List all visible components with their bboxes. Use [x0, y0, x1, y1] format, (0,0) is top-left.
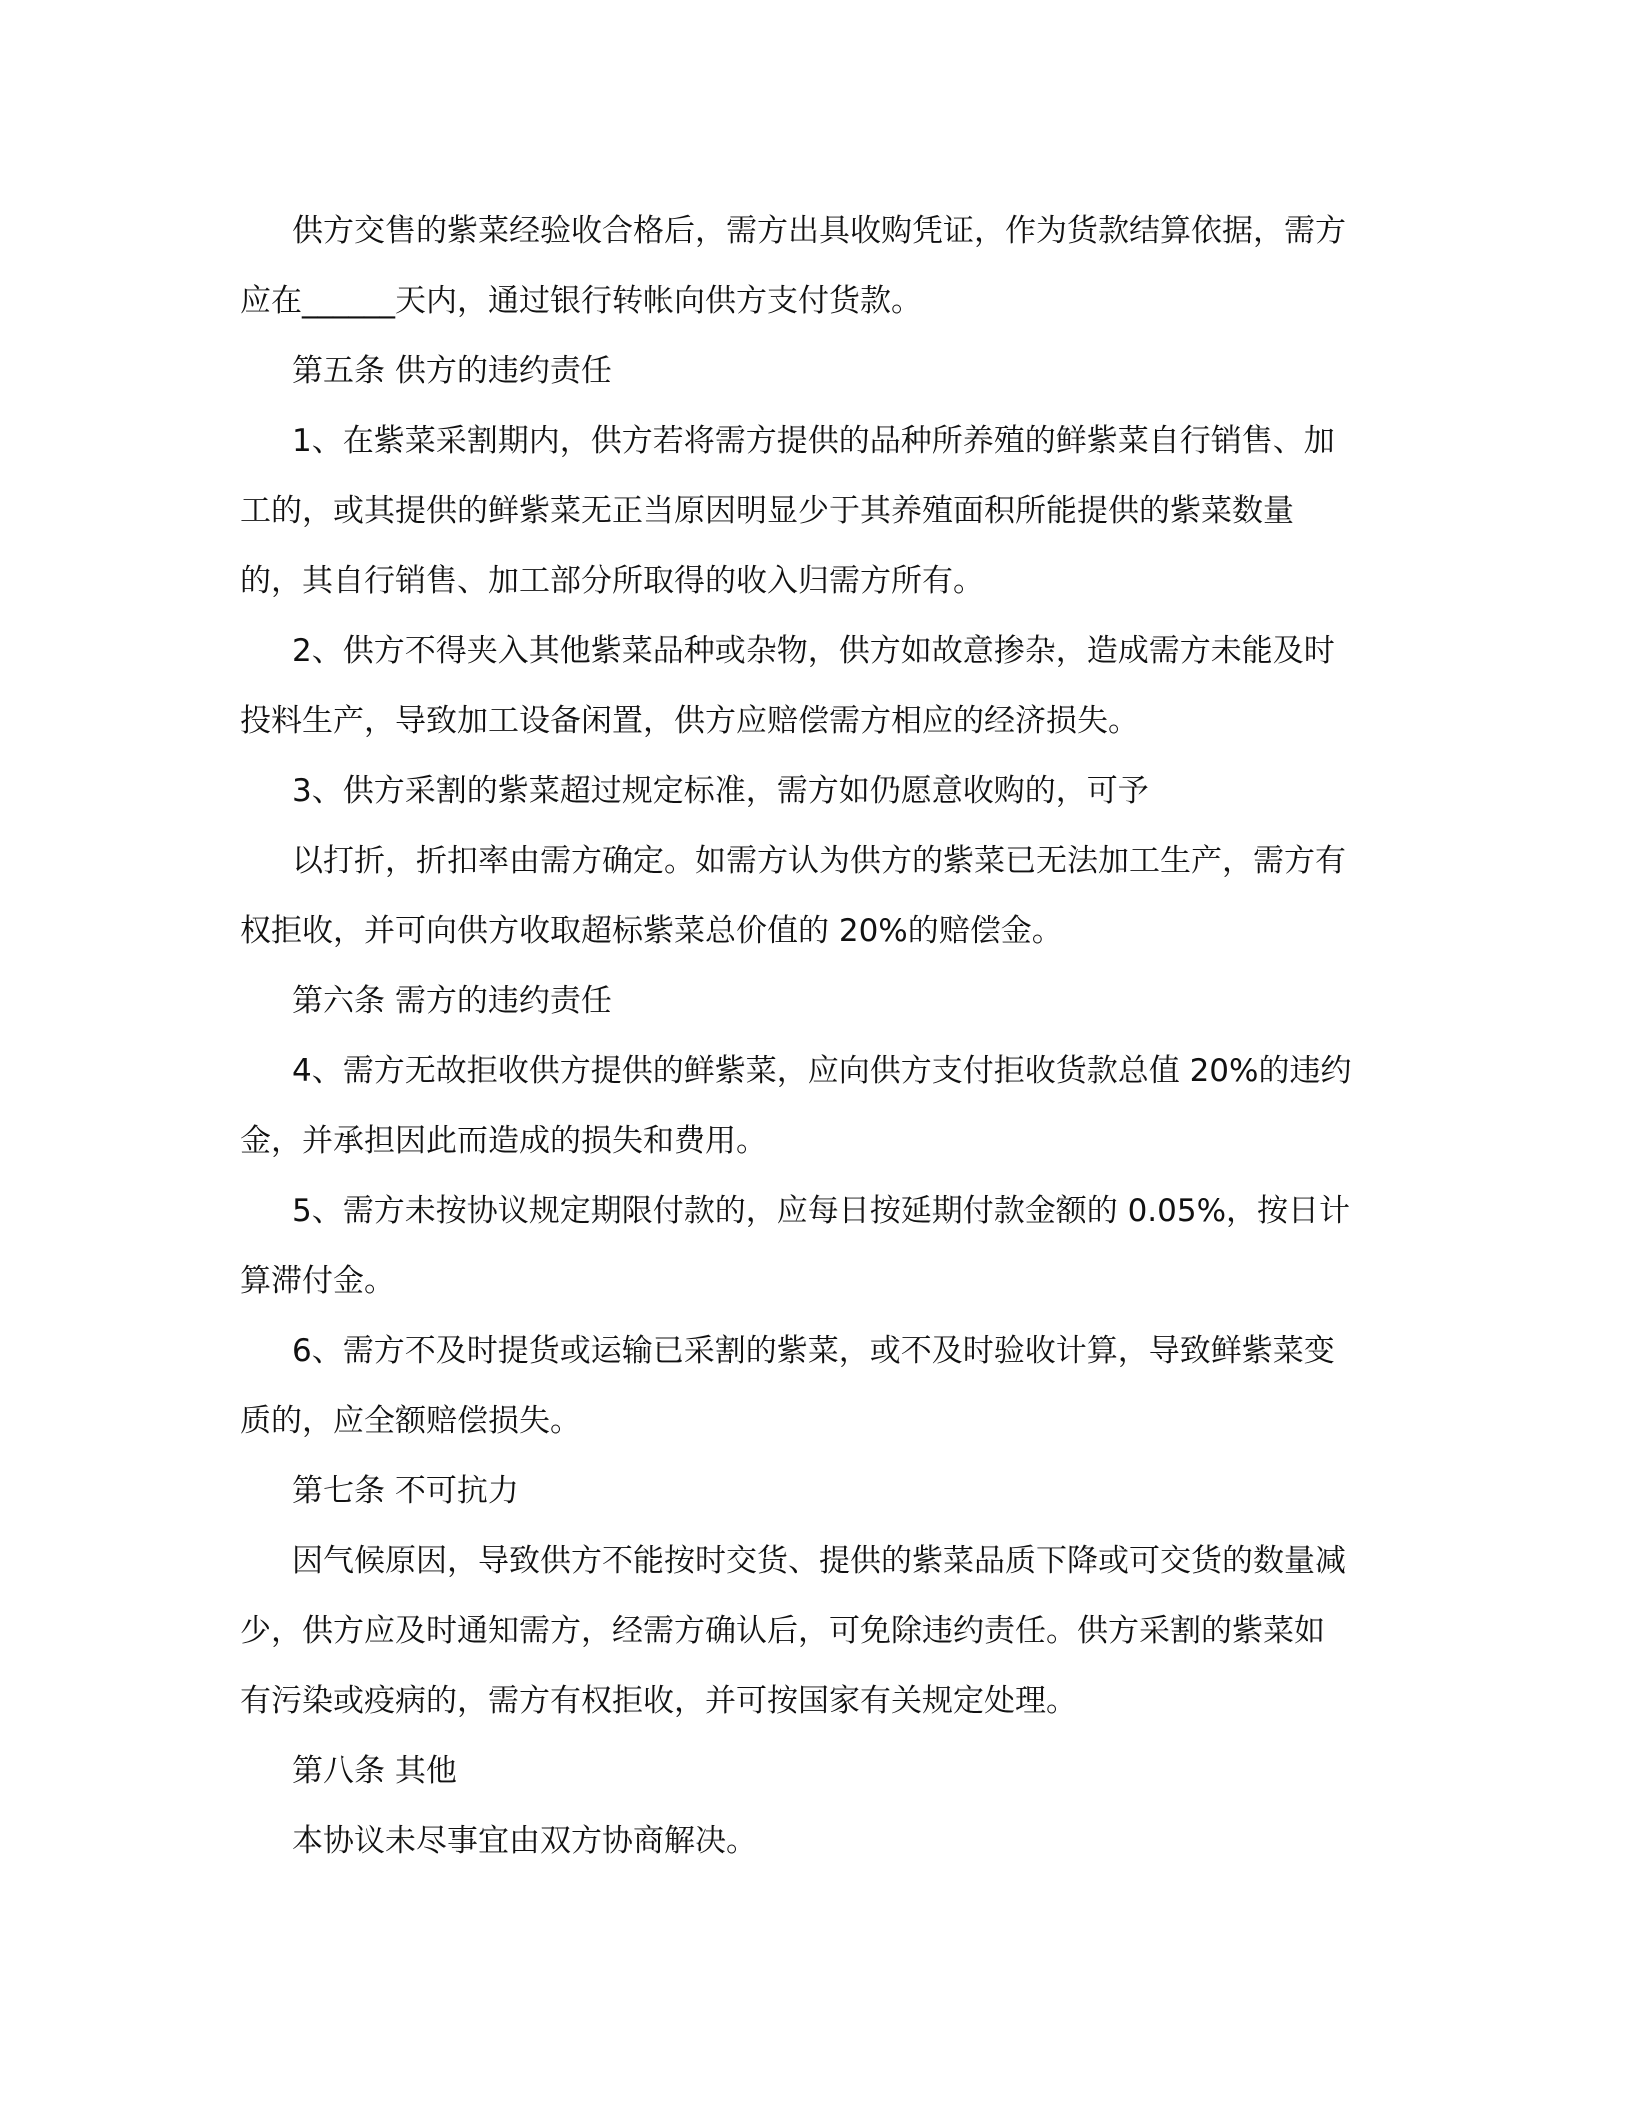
text-line: 的，其自行销售、加工部分所取得的收入归需方所有。	[240, 563, 984, 599]
section-heading: 第七条 不可抗力	[292, 1473, 519, 1509]
text-line: 5、需方未按协议规定期限付款的，应每日按延期付款金额的 0.05%，按日计	[292, 1193, 1351, 1229]
text-line: 权拒收，并可向供方收取超标紫菜总价值的 20%的赔偿金。	[240, 913, 1063, 949]
text-line: 质的，应全额赔偿损失。	[240, 1403, 581, 1439]
document-body	[240, 196, 1380, 1876]
text-line: 本协议未尽事宜由双方协商解决。	[292, 1823, 757, 1859]
text-line: 以打折，折扣率由需方确定。如需方认为供方的紫菜已无法加工生产，需方有	[292, 843, 1346, 879]
text-line: 少，供方应及时通知需方，经需方确认后，可免除违约责任。供方采割的紫菜如	[240, 1613, 1325, 1649]
text-line: 3、供方采割的紫菜超过规定标准，需方如仍愿意收购的，可予	[292, 773, 1149, 809]
text-line: 2、供方不得夹入其他紫菜品种或杂物，供方如故意掺杂，造成需方未能及时	[292, 633, 1335, 669]
text-line: 有污染或疫病的，需方有权拒收，并可按国家有关规定处理。	[240, 1683, 1077, 1719]
text-line: 金，并承担因此而造成的损失和费用。	[240, 1123, 767, 1159]
text-line: 工的，或其提供的鲜紫菜无正当原因明显少于其养殖面积所能提供的紫菜数量	[240, 493, 1294, 529]
text-line: 4、需方无故拒收供方提供的鲜紫菜，应向供方支付拒收货款总值 20%的违约	[292, 1053, 1352, 1089]
text-line: 应在______天内，通过银行转帐向供方支付货款。	[240, 283, 922, 319]
section-heading: 第八条 其他	[292, 1753, 457, 1789]
text-line: 6、需方不及时提货或运输已采割的紫菜，或不及时验收计算，导致鲜紫菜变	[292, 1333, 1335, 1369]
text-line: 因气候原因，导致供方不能按时交货、提供的紫菜品质下降或可交货的数量减	[292, 1543, 1346, 1579]
text-line: 供方交售的紫菜经验收合格后，需方出具收购凭证，作为货款结算依据，需方	[292, 213, 1346, 249]
text-line: 1、在紫菜采割期内，供方若将需方提供的品种所养殖的鲜紫菜自行销售、加	[292, 423, 1335, 459]
section-heading: 第六条 需方的违约责任	[292, 983, 612, 1019]
section-heading: 第五条 供方的违约责任	[292, 353, 612, 389]
text-line: 投料生产，导致加工设备闲置，供方应赔偿需方相应的经济损失。	[240, 703, 1139, 739]
text-line: 算滞付金。	[240, 1263, 395, 1299]
